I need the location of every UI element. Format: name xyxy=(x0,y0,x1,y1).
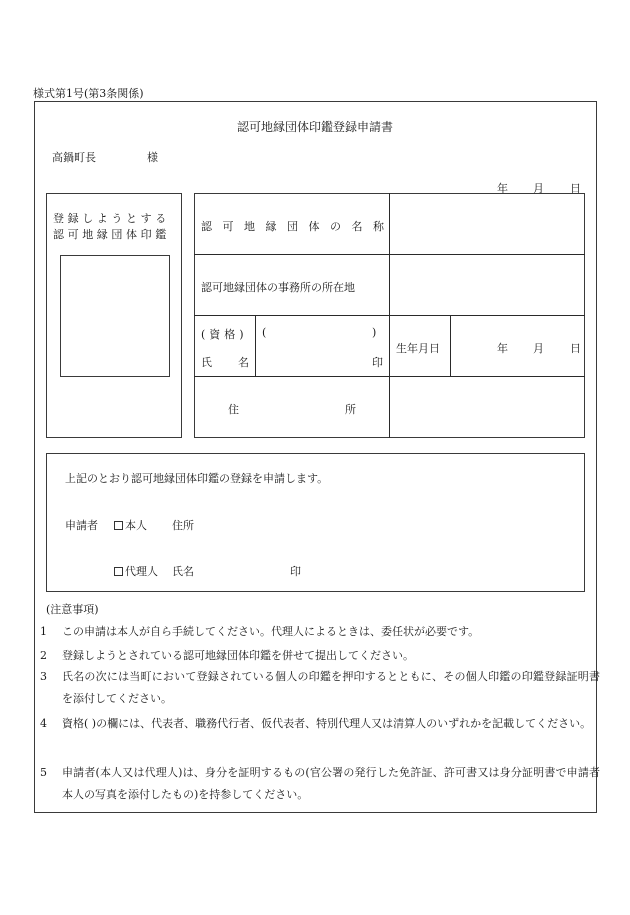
address-label-1: 住 xyxy=(228,403,239,416)
note-item xyxy=(40,645,600,667)
note-text: この申請は本人が自ら手続してください。代理人によるときは、委任状が必要です。 xyxy=(62,625,480,638)
note-item xyxy=(40,666,600,710)
note-text: 氏名の次には当町において登録されている個人の印鑑を押印するとともに、その個人印鑑の印鑑登録証明書を添付してください。 xyxy=(62,670,600,705)
note-number: 3 xyxy=(40,670,47,683)
form-title: 認可地縁団体印鑑登録申請書 xyxy=(236,120,393,134)
seal-label-line2: 認可地縁団体印鑑 xyxy=(53,228,170,241)
note-text: 登録しようとされている認可地縁団体印鑑を併せて提出してください。 xyxy=(62,649,414,662)
note-item xyxy=(40,762,600,806)
note-text: 資格( )の欄には、代表者、職務代行者、仮代表者、特別代理人又は清算人のいずれかを記載してください。 xyxy=(62,717,592,730)
agent-seal-mark: 印 xyxy=(290,565,301,578)
qualification-open-paren: ( xyxy=(262,326,267,339)
qualification-label: (資格) xyxy=(201,328,248,341)
qualification-close-paren: ) xyxy=(372,326,377,339)
date-month: 月 xyxy=(533,182,544,195)
birth-month: 月 xyxy=(533,342,544,355)
note-text: 申請者(本人又は代理人)は、身分を証明するもの(官公署の発行した免許証、許可書又は身分証明書で申請者本人の写真を添付したもの)を持参してください。 xyxy=(62,766,600,801)
note-number: 1 xyxy=(40,625,47,638)
note-number: 5 xyxy=(40,766,47,779)
addressee: 高鍋町長 xyxy=(52,151,96,164)
notes-heading: (注意事項) xyxy=(46,603,99,616)
office-address-label: 認可地縁団体の事務所の所在地 xyxy=(201,281,355,294)
applicant-address-label: 住所 xyxy=(172,519,194,532)
date-day: 日 xyxy=(570,182,581,195)
person-name-label: 氏名 xyxy=(201,356,275,369)
agent-option[interactable] xyxy=(114,563,158,579)
birth-year: 年 xyxy=(497,342,508,355)
seal-impression-box xyxy=(60,255,170,377)
declaration-text: 上記のとおり認可地縁団体印鑑の登録を申請します。 xyxy=(65,472,329,485)
address-label-2: 所 xyxy=(345,403,356,416)
form-number-label: 様式第1号(第3条関係) xyxy=(33,87,144,100)
agent-name-label: 氏名 xyxy=(172,565,194,578)
agent-option-label: 代理人 xyxy=(125,565,158,578)
self-option[interactable] xyxy=(114,517,147,533)
birth-day: 日 xyxy=(570,342,581,355)
note-item xyxy=(40,621,600,643)
self-option-label: 本人 xyxy=(125,519,147,532)
note-number: 2 xyxy=(40,649,47,662)
note-number: 4 xyxy=(40,717,47,730)
org-name-label: 認可地縁団体の名称 xyxy=(201,220,395,233)
date-year: 年 xyxy=(497,182,508,195)
birthdate-label: 生年月日 xyxy=(396,342,440,355)
applicant-label: 申請者 xyxy=(65,519,98,532)
seal-label-line1: 登録しようとする xyxy=(53,212,170,225)
self-checkbox[interactable] xyxy=(114,521,123,530)
seal-mark: 印 xyxy=(372,356,383,369)
agent-checkbox[interactable] xyxy=(114,567,123,576)
honorific: 様 xyxy=(147,151,158,164)
note-item xyxy=(40,713,600,757)
